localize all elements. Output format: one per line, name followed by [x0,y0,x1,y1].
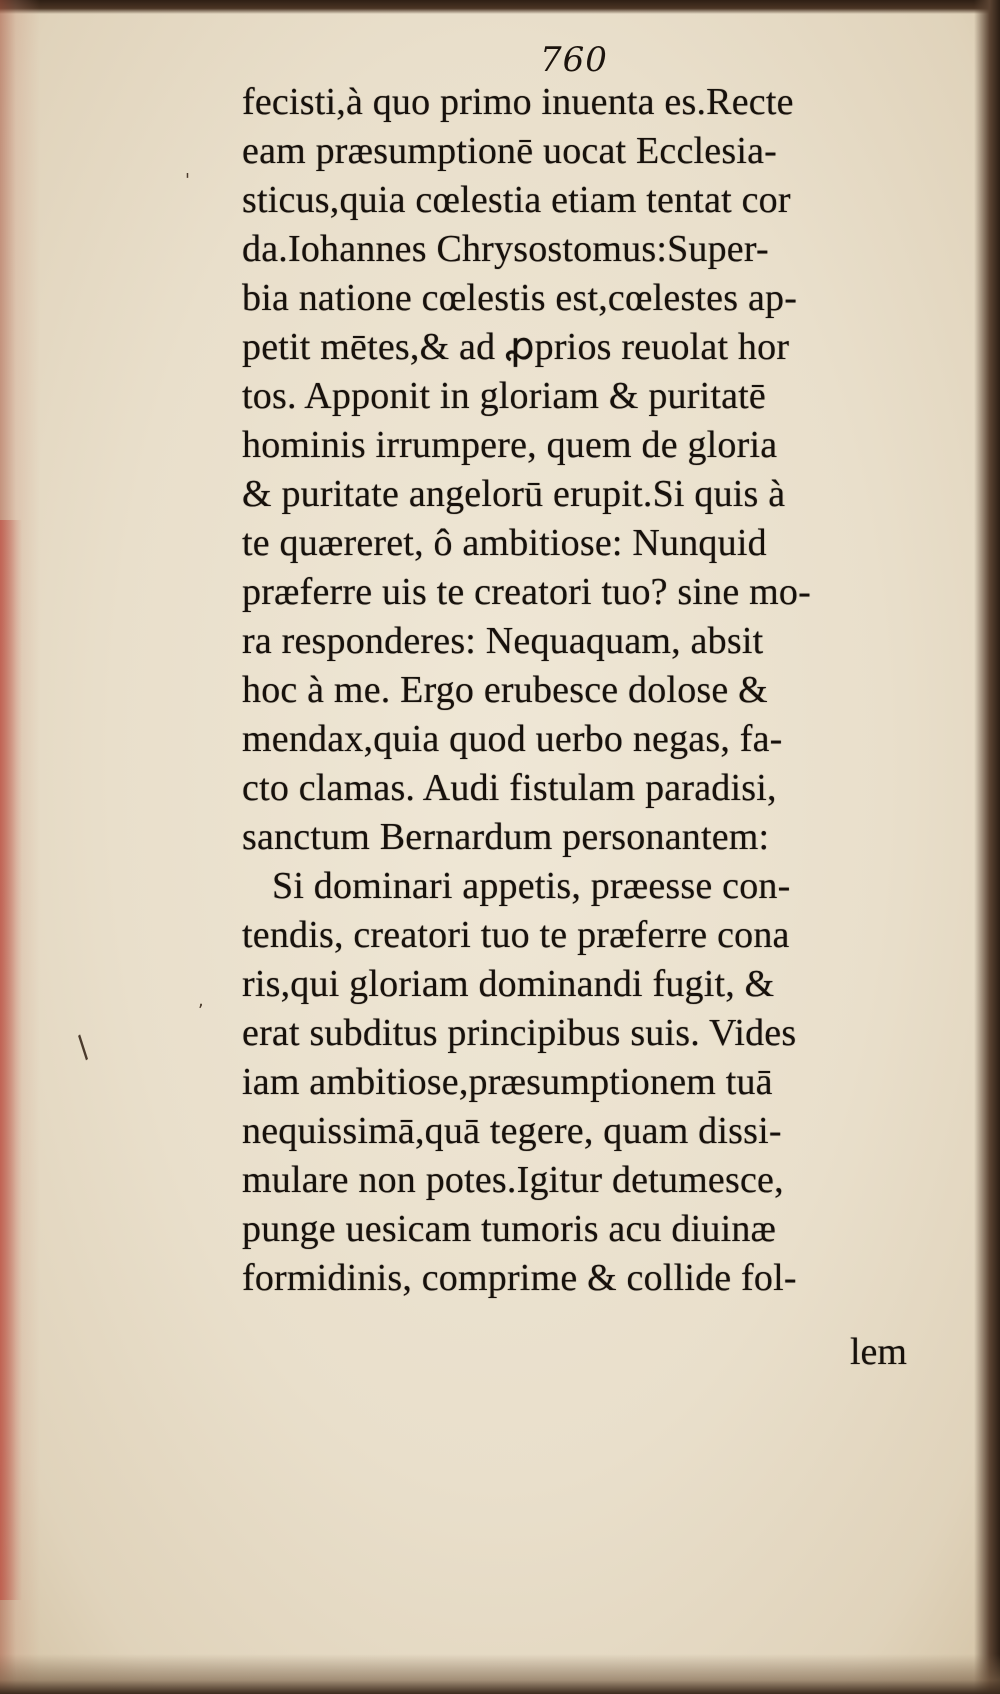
text-line: tendis, creatori tuo te præferre cona [242,914,790,956]
text-line: formidinis, comprime & collide fol- [242,1257,797,1299]
red-edge-stain [0,520,22,1600]
catchword: lem [850,1331,907,1373]
page-number: 760 [540,40,608,80]
text-line: & puritate angelorū erupit.Si quis à [242,473,786,515]
text-line: hoc à me. Ergo erubesce dolose & [242,669,768,711]
text-line: iam ambitiose,præsumptionem tuā [242,1061,773,1103]
text-line: punge uesicam tumoris acu diuinæ [242,1208,777,1250]
text-line: mulare non potes.Igitur detumesce, [242,1159,784,1201]
margin-tick-mark: / [68,1030,98,1065]
text-line: ris,qui gloriam dominandi fugit, & [242,963,775,1005]
text-line: eam præsumptionē uocat Ecclesia- [242,130,778,172]
text-line: da.Iohannes Chrysostomus:Super- [242,228,769,270]
page-top-edge [0,0,1000,14]
text-line: sticus,quia cœlestia etiam tentat cor [242,179,791,221]
margin-dot-mark: , [198,990,204,1011]
text-line: cto clamas. Audi fistulam paradisi, [242,767,777,809]
text-line: mendax,quia quod uerbo negas, fa- [242,718,783,760]
text-line: tos. Apponit in gloriam & puritatē [242,375,766,417]
text-line: erat subditus principibus suis. Vides [242,1012,797,1054]
text-line: bia natione cœlestis est,cœlestes ap- [242,277,798,319]
text-line: hominis irrumpere, quem de gloria [242,424,778,466]
text-line-indented: Si dominari appetis, præesse con- [272,865,791,907]
text-line: nequissimā,quā tegere, quam dissi- [242,1110,782,1152]
body-text [242,78,942,1303]
page-right-edge [974,0,1000,1694]
text-line: te quæreret, ô ambitiose: Nunquid [242,522,767,564]
margin-dot-mark: ' [185,170,190,191]
text-line: petit mētes,& ad ꝓprios reuolat hor [242,326,790,368]
text-line: ra responderes: Nequaquam, absit [242,620,764,662]
page-bottom-edge [0,1654,1000,1694]
text-line: præferre uis te creatori tuo? sine mo- [242,571,811,613]
text-line: fecisti,à quo primo inuenta es.Recte [242,81,794,123]
text-line: sanctum Bernardum personantem: [242,816,770,858]
